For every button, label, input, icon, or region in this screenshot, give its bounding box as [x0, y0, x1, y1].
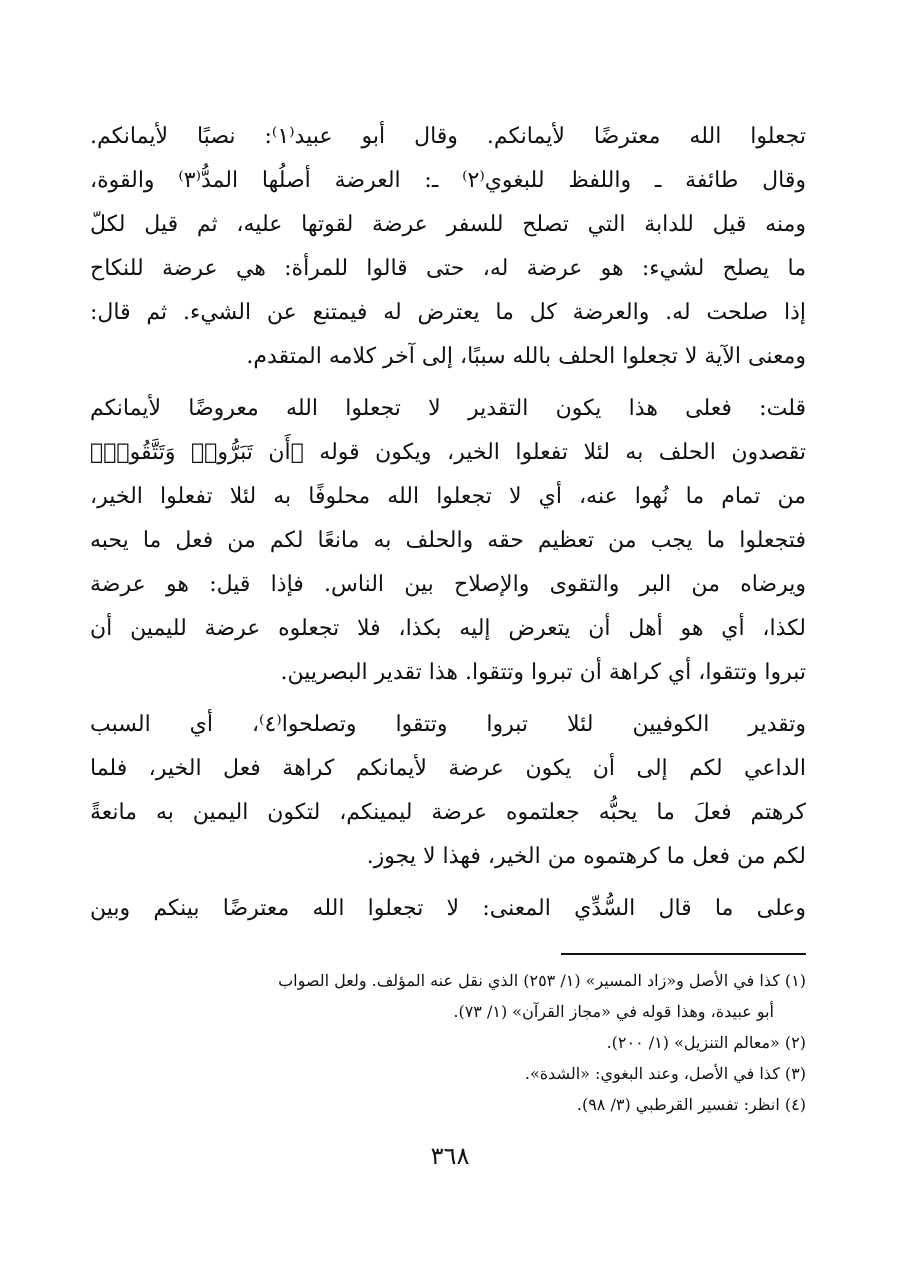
text-line: ومنه قيل للدابة التي تصلح للسفر عرضة لقوتها عليه، ثم قيل لكلّ [90, 212, 806, 237]
text-line: لكذا، أي هو أهل أن يتعرض إليه بكذا، فلا تجعلوه عرضة لليمين أن [90, 616, 806, 641]
text-line: إذا صلحت له. والعرضة كل ما يعترض له فيمتنع عن الشيء. ثم قال: [90, 300, 806, 325]
text-line: تقصدون الحلف به لئلا تفعلوا الخير، ويكون قوله ﴿أَن تَبَرُّوا۟ وَتَتَّقُوا۟﴾ [90, 440, 806, 465]
text-line: قلت: فعلى هذا يكون التقدير لا تجعلوا الله معروضًا لأيمانكم [90, 396, 806, 421]
text-line: كرهتم فعلَ ما يحبُّه جعلتموه عرضة ليمينكم، لتكون اليمين به مانعةً [90, 800, 806, 825]
text-line: تبروا وتتقوا، أي كراهة أن تبروا وتتقوا. هذا تقدير البصريين. [280, 660, 806, 685]
paragraph-gap [90, 379, 806, 387]
footnote-line: (٤) انظر: تفسير القرطبي (٣/ ٩٨). [576, 1095, 806, 1114]
text-line: وقال طائفة ـ واللفظ للبغوي⁽٢⁾ ـ: العرضة أصلُها المدُّ⁽٣⁾ والقوة، [90, 168, 806, 193]
text-line: ويرضاه من البر والتقوى والإصلاح بين الناس. فإذا قيل: هو عرضة [90, 572, 806, 597]
footnote-line: (٢) «معالم التنزيل» (١/ ٢٠٠). [606, 1033, 806, 1052]
footnote-separator [561, 953, 806, 955]
paragraph-gap [90, 695, 806, 703]
text-line: وتقدير الكوفيين لئلا تبروا وتتقوا وتصلحوا⁽٤⁾، أي السبب [90, 712, 806, 737]
footnote-line: (١) كذا في الأصل و«زاد المسير» (١/ ٢٥٣) الذي نقل عنه المؤلف. ولعل الصواب [278, 971, 806, 990]
paragraph-gap [90, 879, 806, 887]
text-line: ومعنى الآية لا تجعلوا الحلف بالله سببًا، إلى آخر كلامه المتقدم. [246, 344, 806, 369]
footnote-line: أبو عبيدة، وهذا قوله في «مجاز القرآن» (١/ ٧٣). [453, 1002, 774, 1021]
page-number: ٣٦٨ [430, 1142, 470, 1170]
text-line: ما يصلح لشيء: هو عرضة له، حتى قالوا للمرأة: هي عرضة للنكاح [90, 256, 806, 281]
footnote-line: (٣) كذا في الأصل، وعند البغوي: «الشدة». [524, 1064, 806, 1083]
text-line: وعلى ما قال السُّدِّي المعنى: لا تجعلوا الله معترضًا بينكم وبين [90, 896, 806, 921]
text-line: لكم من فعل ما كرهتموه من الخير، فهذا لا يجوز. [366, 844, 806, 869]
text-line: تجعلوا الله معترضًا لأيمانكم. وقال أبو عبيد⁽١⁾: نصبًا لأيمانكم. [90, 124, 806, 149]
text-line: فتجعلوا ما يجب من تعظيم حقه والحلف به مانعًا لكم من فعل ما يحبه [90, 528, 806, 553]
body-text [90, 115, 806, 931]
footnotes [90, 965, 806, 1120]
text-line: الداعي لكم إلى أن يكون عرضة لأيمانكم كراهة فعل الخير، فلما [90, 756, 806, 781]
text-line: من تمام ما نُهوا عنه، أي لا تجعلوا الله محلوفًا به لئلا تفعلوا الخير، [90, 484, 806, 509]
